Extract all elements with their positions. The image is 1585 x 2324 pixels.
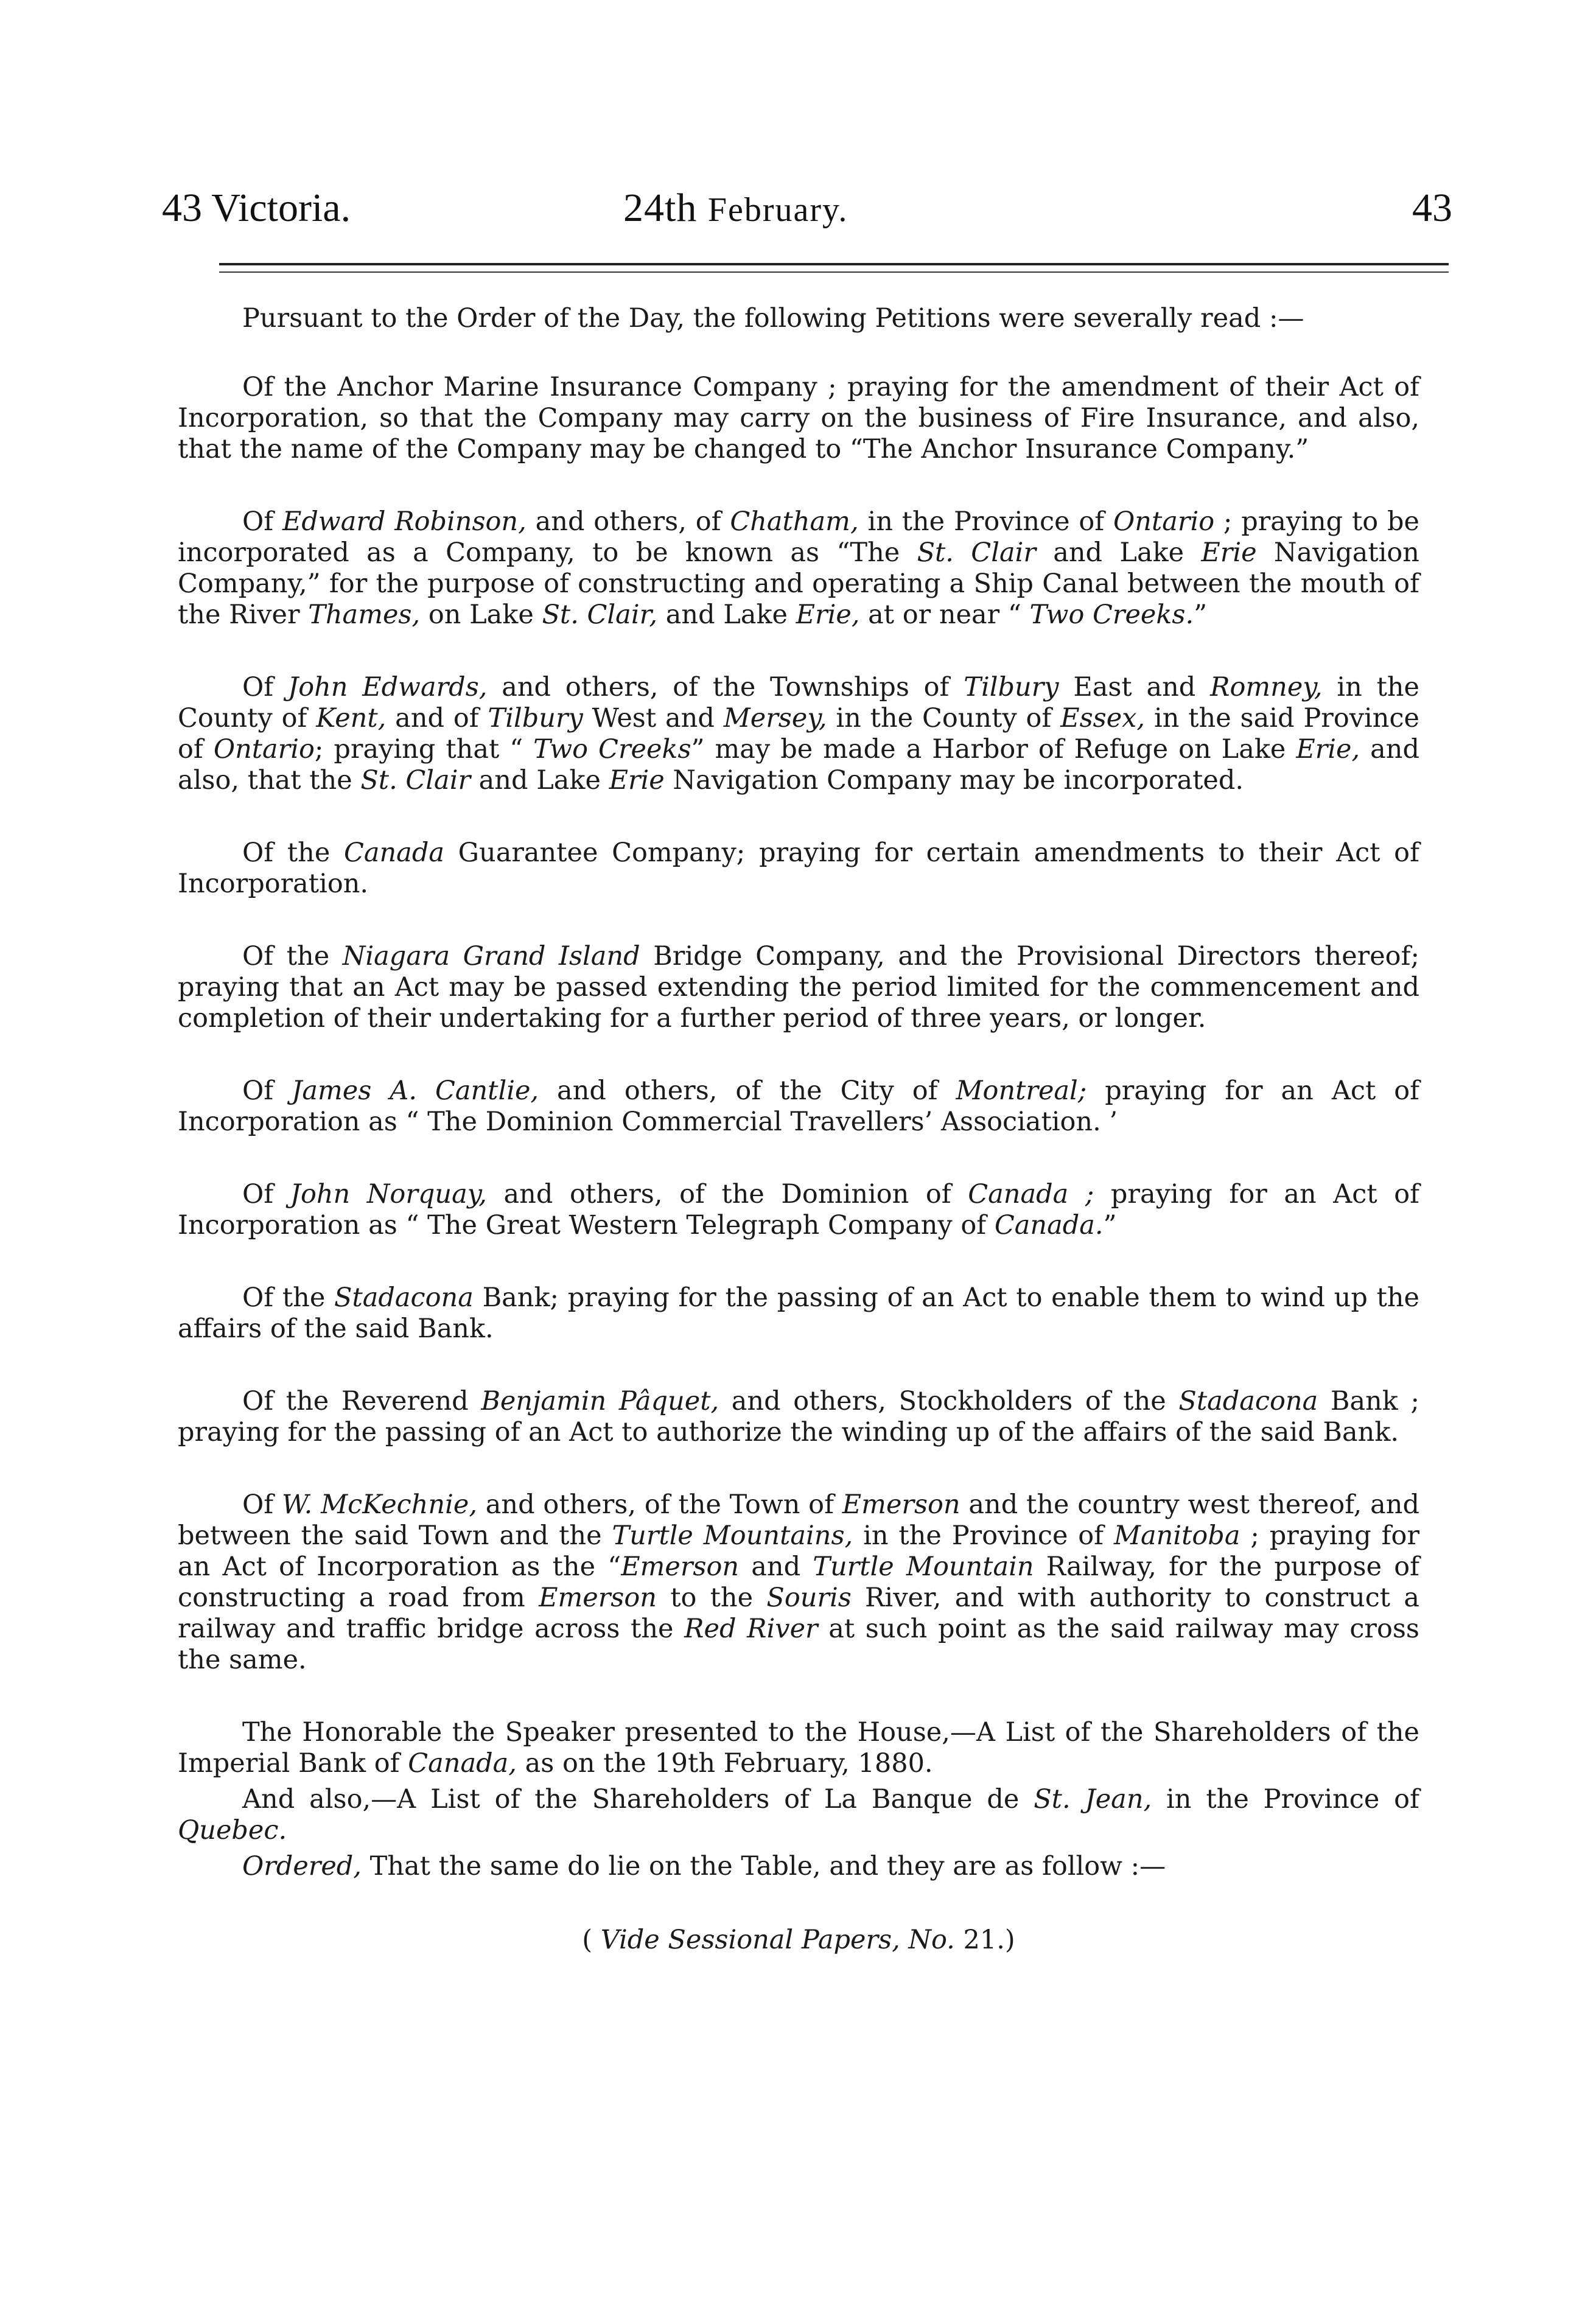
speaker-also <box>178 1784 1419 1846</box>
italic-text: Benjamin Pâquet, <box>481 1386 719 1416</box>
petition-paragraph <box>178 1489 1419 1676</box>
text-run: in the County of <box>827 703 1061 733</box>
header-rule-thin <box>219 271 1449 273</box>
italic-text: Canada, <box>408 1748 517 1779</box>
text-run: Guarantee Company; praying for certain amendments to their Act of Incorporation. <box>178 838 1419 899</box>
running-header <box>162 185 1452 246</box>
italic-text: Tilbury <box>488 703 583 733</box>
italic-text: Turtle Mountain <box>813 1552 1034 1582</box>
text-run: at or near “ <box>859 600 1030 630</box>
italic-text: Emerson <box>621 1552 740 1582</box>
text-run: praying for an Act of Incorporation as “ The Great Western Telegraph Company of <box>178 1179 1420 1241</box>
header-regnal-year: 43 Victoria. <box>162 186 351 230</box>
italic-text: Emerson <box>539 1583 657 1613</box>
text-run: Of the <box>242 941 343 971</box>
header-date-day: 24th <box>623 186 708 230</box>
text-run: and others, of the Townships of <box>487 672 964 702</box>
text-run: East and <box>1058 672 1211 702</box>
italic-text: Romney, <box>1210 672 1323 702</box>
italic-text: Niagara Grand Island <box>342 941 640 971</box>
text-run: That the same do lie on the Table, and they are as follow :— <box>361 1851 1166 1881</box>
italic-text: St. Clair <box>917 537 1036 568</box>
text-run: The Honorable the Speaker presented to the House,—A List of the Shareholders of the Imperial Bank of <box>178 1717 1419 1779</box>
text-run: ” <box>1194 600 1208 630</box>
italic-text: St. Clair <box>360 765 471 796</box>
text-run: in the Province of <box>858 506 1114 537</box>
italic-text: Essex, <box>1060 703 1146 733</box>
text-run: And also,—A List of the Shareholders of La Banque de <box>242 1784 1034 1815</box>
petition-paragraph <box>178 672 1419 796</box>
text-run: to the <box>656 1583 767 1613</box>
italic-text: Erie <box>609 765 665 796</box>
text-run: Of <box>242 506 282 537</box>
italic-text: W. McKechnie, <box>281 1489 477 1520</box>
text-run: Of <box>242 1489 282 1520</box>
italic-text: Red River <box>684 1614 818 1644</box>
italic-text: St. Jean, <box>1034 1784 1152 1815</box>
vide-reference <box>178 1925 1419 1956</box>
text-run: and the country west thereof, and between the said Town and the <box>178 1489 1419 1551</box>
italic-text: Ontario <box>1113 506 1215 537</box>
text-run: in the Province of <box>1152 1784 1419 1815</box>
intro-paragraph: Pursuant to the Order of the Day, the following Petitions were severally read :— <box>242 303 1304 334</box>
italic-text: Souris <box>766 1583 852 1613</box>
italic-text: Manitoba <box>1114 1521 1240 1551</box>
text-run: and Lake <box>657 600 796 630</box>
text-run: Bridge Company, and the Provisional Directors thereof; praying that an Act may be passed extending the period limited for the commencement and completion of their undertaking for a further period of three years, or longer. <box>178 941 1419 1034</box>
italic-text: Canada ; <box>968 1179 1094 1209</box>
text-run: and others, Stockholders of the <box>719 1386 1179 1416</box>
italic-text: Two Creeks. <box>1029 600 1194 630</box>
petition-paragraph <box>178 941 1419 1034</box>
petition-paragraph <box>178 1283 1419 1345</box>
text-run: in the County of <box>178 672 1420 733</box>
text-run: and of <box>386 703 488 733</box>
text-run: Of the Anchor Marine Insurance Company ; praying for the amendment of their Act of Incorporation, so that the Company may carry on the business of Fire Insurance, and also, that the name of the Company may be changed to “The Anchor Insurance Company.” <box>178 372 1419 464</box>
text-run: at such point as the said railway may cross the same. <box>178 1614 1419 1675</box>
text-run: and others, of <box>526 506 730 537</box>
text-run: on Lake <box>420 600 542 630</box>
text-run: ( <box>582 1925 601 1955</box>
italic-text: Ordered, <box>242 1851 362 1881</box>
petition-paragraph <box>178 1386 1419 1448</box>
petition-paragraph <box>178 1179 1419 1241</box>
text-run: and Lake <box>1035 537 1202 568</box>
petition-paragraph <box>178 838 1419 900</box>
italic-text: Montreal; <box>956 1076 1087 1106</box>
italic-text: Quebec. <box>178 1815 287 1846</box>
header-rule-thick <box>219 263 1449 265</box>
speaker-section <box>178 1717 1419 1882</box>
italic-text: Turtle Mountains, <box>612 1521 853 1551</box>
text-run: Of the Reverend <box>242 1386 481 1416</box>
italic-text: Erie <box>1201 537 1257 568</box>
header-date-month: February. <box>707 191 848 229</box>
text-run: and also, that the <box>178 734 1420 796</box>
text-run: and others, of the Dominion of <box>486 1179 968 1209</box>
italic-text: Canada <box>343 838 444 868</box>
italic-text: Kent, <box>316 703 387 733</box>
italic-text: Two Creeks <box>533 734 691 765</box>
text-run: Of <box>242 1076 292 1106</box>
italic-text: Emerson <box>842 1489 960 1520</box>
italic-text: Edward Robinson, <box>282 506 527 537</box>
header-date <box>623 185 848 231</box>
text-run: ” <box>1103 1210 1117 1241</box>
text-run: ; praying that “ <box>314 734 534 765</box>
text-run: Of <box>242 672 288 702</box>
italic-text: Ontario <box>213 734 315 765</box>
text-run: Of <box>242 1179 290 1209</box>
text-run: River, and with authority to construct a railway and traffic bridge across the <box>178 1583 1419 1644</box>
text-run: as on the 19th February, 1880. <box>516 1748 933 1779</box>
text-run: and others, of the City of <box>539 1076 956 1106</box>
text-run: Navigation Company may be incorporated. <box>664 765 1244 796</box>
petition-paragraph <box>178 1076 1419 1138</box>
text-run: in the Province of <box>853 1521 1114 1551</box>
italic-text: Vide Sessional Papers, No. <box>600 1925 955 1955</box>
text-run: and <box>739 1552 813 1582</box>
page-body <box>178 303 1419 1956</box>
italic-text: James A. Cantlie, <box>292 1076 539 1106</box>
speaker-presentation <box>178 1717 1419 1779</box>
petition-paragraph <box>178 506 1419 631</box>
italic-text: Erie, <box>796 600 860 630</box>
text-run: ” may be made a Harbor of Refuge on Lake <box>691 734 1296 765</box>
italic-text: Canada. <box>994 1210 1104 1241</box>
text-run: Navigation Company,” for the purpose of constructing and operating a Ship Canal between the mouth of the River <box>178 537 1419 630</box>
italic-text: Chatham, <box>730 506 859 537</box>
italic-text: John Edwards, <box>287 672 488 702</box>
italic-text: Thames, <box>308 600 421 630</box>
italic-text: Mersey, <box>723 703 827 733</box>
text-run: Railway, for the purpose of constructing a road from <box>178 1552 1420 1613</box>
petition-paragraph <box>178 372 1419 465</box>
text-run: Bank ; praying for the passing of an Act to authorize the winding up of the affairs of the said Bank. <box>178 1386 1419 1447</box>
text-run: 21.) <box>954 1925 1015 1955</box>
italic-text: Tilbury <box>964 672 1059 702</box>
text-run: in the said Province of <box>178 703 1419 765</box>
text-run: praying for an Act of Incorporation as “ The Dominion Commercial Travellers’ Association. ’ <box>178 1076 1420 1137</box>
text-run: West and <box>583 703 724 733</box>
italic-text: St. Clair, <box>542 600 658 630</box>
order-paragraph <box>178 1851 1419 1882</box>
italic-text: John Norquay, <box>290 1179 487 1209</box>
text-run: and others, of the Town of <box>477 1489 842 1520</box>
text-run: Of the <box>242 838 344 868</box>
petitions-list <box>178 372 1419 1676</box>
text-run: ; praying to be incorporated as a Company, to be known as “The <box>178 506 1419 568</box>
italic-text: Stadacona <box>1178 1386 1318 1416</box>
text-run: ; praying for an Act of Incorporation as the “ <box>178 1521 1419 1582</box>
text-run: Of the <box>242 1283 335 1313</box>
page-number: 43 <box>1412 186 1452 230</box>
italic-text: Erie, <box>1296 734 1360 765</box>
text-run: Bank; praying for the passing of an Act to enable them to wind up the affairs of the said Bank. <box>178 1283 1419 1344</box>
text-run: and Lake <box>471 765 609 796</box>
italic-text: Stadacona <box>334 1283 474 1313</box>
